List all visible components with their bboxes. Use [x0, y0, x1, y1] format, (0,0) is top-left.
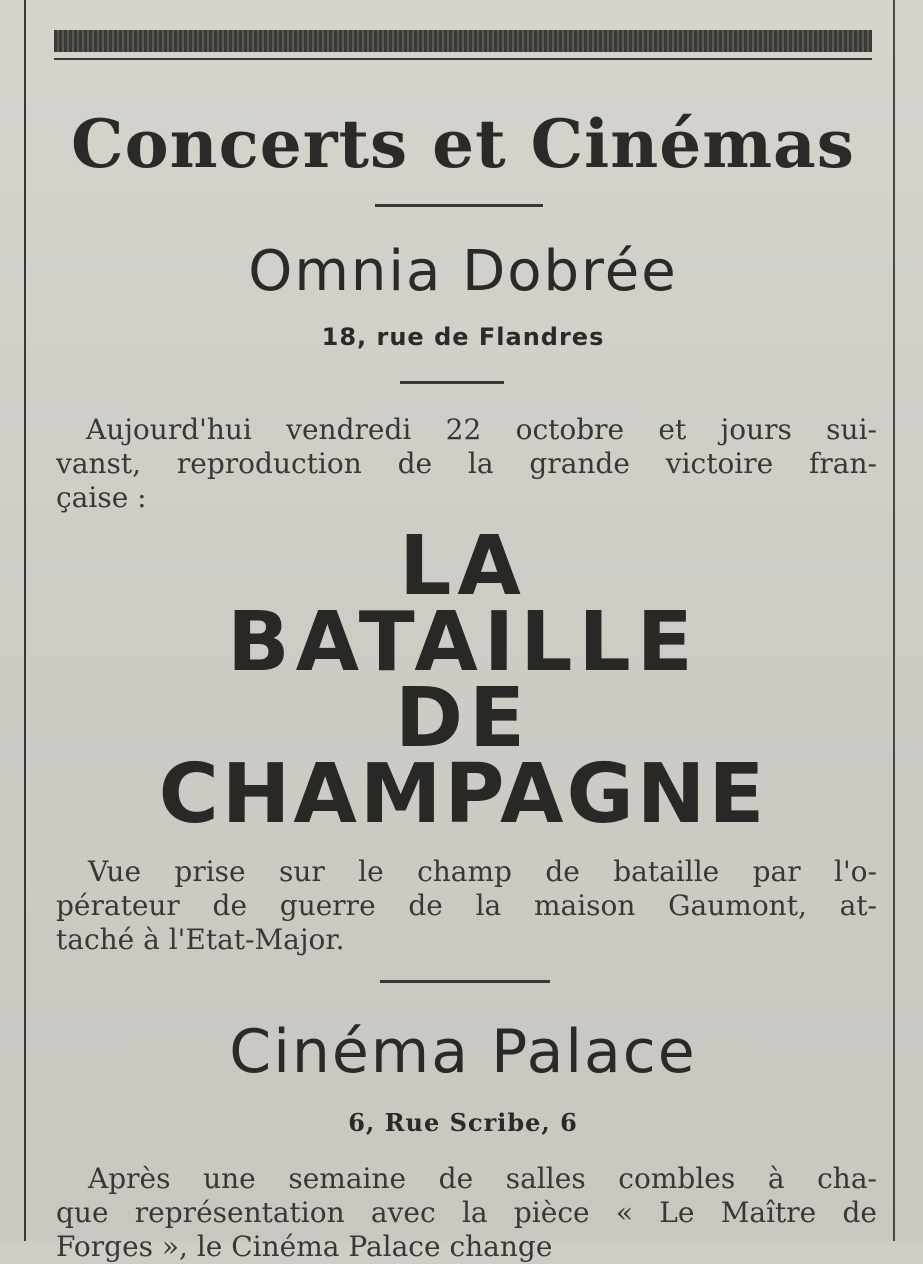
venue-name-palace: Cinéma Palace — [229, 1017, 697, 1087]
film-title-line: DE — [394, 671, 532, 766]
palace-paragraph — [56, 1162, 877, 1264]
column-rule-right — [893, 0, 895, 1241]
text-line: Après une semaine de salles combles à cha- — [88, 1162, 877, 1195]
header-ornament-line — [54, 58, 872, 60]
omnia-description-paragraph — [56, 855, 877, 957]
venue-name-omnia: Omnia Dobrée — [248, 239, 678, 304]
text-line: Aujourd'hui vendredi 22 octobre et jours sui- — [86, 413, 877, 446]
text-line: Vue prise sur le champ de bataille par l'o- — [88, 855, 877, 888]
omnia-intro-paragraph — [56, 413, 877, 515]
venue-address-omnia: 18, rue de Flandres — [321, 323, 605, 351]
column-rule-left — [24, 0, 26, 1241]
venue-address-palace: 6, Rue Scribe, 6 — [348, 1108, 578, 1137]
separator-rule — [375, 204, 543, 207]
text-line: pérateur de guerre de la maison Gaumont, at- — [56, 889, 877, 922]
text-line: çaise : — [56, 481, 147, 514]
text-line: vanst, reproduction de la grande victoire fran- — [56, 447, 877, 480]
separator-rule — [380, 980, 550, 983]
text-line: Forges », le Cinéma Palace change — [56, 1230, 553, 1263]
separator-rule — [400, 381, 504, 384]
film-title-line: LA — [399, 519, 527, 614]
section-title: Concerts et Cinémas — [71, 105, 855, 183]
text-line: taché à l'Etat-Major. — [56, 923, 345, 956]
film-title-line: CHAMPAGNE — [158, 747, 768, 842]
film-title-line: BATAILLE — [227, 595, 699, 690]
header-ornament-band — [54, 30, 872, 52]
text-line: que représentation avec la pièce « Le Maître de — [56, 1196, 877, 1229]
